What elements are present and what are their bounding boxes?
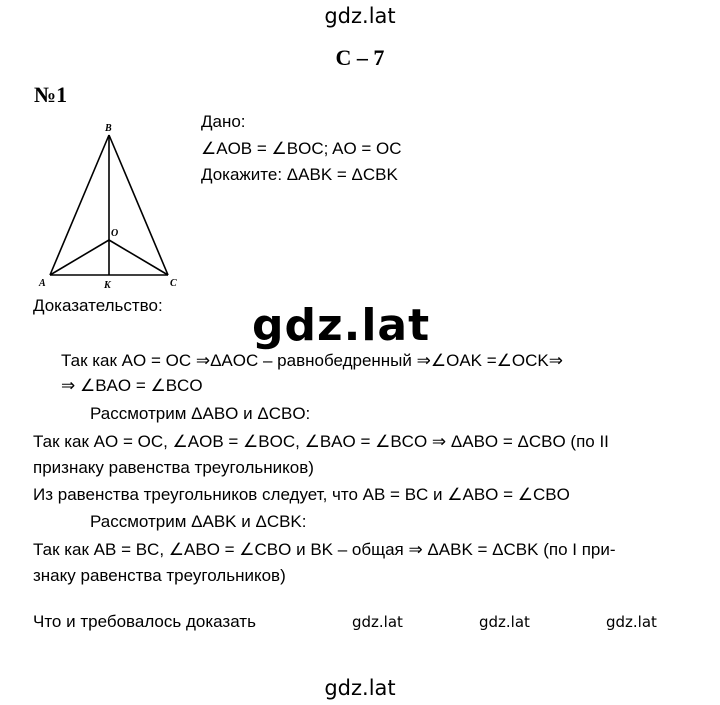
side-bc — [109, 135, 168, 275]
given-heading: Дано: — [201, 112, 246, 131]
watermark-bottom: gdz.lat — [324, 676, 396, 700]
label-k: K — [104, 280, 111, 290]
segment-co — [109, 240, 168, 275]
proof-heading: Доказательство: — [33, 296, 163, 315]
proof-line-8: Так как AB = BC, ∠ABO = ∠CBO и BK – общая ⇒ ΔABK = ΔCBK (по I при- — [33, 540, 616, 559]
proof-line-7: Рассмотрим ΔABK и ΔCBK: — [90, 512, 307, 531]
proof-line-1: Так как AO = OC ⇒ΔAOC – равнобедренный ⇒∠OAK =∠OCK⇒ — [61, 351, 563, 370]
watermark-center: gdz.lat — [252, 300, 431, 351]
proof-conclusion: Что и требовалось доказать — [33, 612, 256, 631]
watermark-row-3: gdz.lat — [606, 613, 657, 631]
label-a: A — [39, 278, 46, 289]
proof-line-2: ⇒ ∠BAO = ∠BCO — [61, 376, 203, 395]
side-ab — [50, 135, 109, 275]
triangle-figure — [28, 120, 188, 290]
proof-line-9: знаку равенства треугольников) — [33, 566, 286, 585]
given-line-1: ∠AOB = ∠BOC; AO = OC — [201, 139, 402, 158]
label-b: B — [105, 123, 112, 134]
label-o: O — [111, 228, 119, 239]
segment-ao — [50, 240, 109, 275]
watermark-row-2: gdz.lat — [479, 613, 530, 631]
label-c: C — [170, 278, 177, 289]
watermark-top: gdz.lat — [324, 4, 396, 28]
proof-line-6: Из равенства треугольников следует, что AB = BC и ∠ABO = ∠CBO — [33, 485, 570, 504]
watermark-row-1: gdz.lat — [352, 613, 403, 631]
proof-line-5: признаку равенства треугольников) — [33, 458, 314, 477]
given-line-2: Докажите: ΔABK = ΔCBK — [201, 165, 398, 184]
proof-line-4: Так как AO = OC, ∠AOB = ∠BOC, ∠BAO = ∠BCO ⇒ ΔABO = ΔCBO (по II — [33, 432, 609, 451]
problem-number: №1 — [34, 82, 68, 107]
section-title: С – 7 — [335, 45, 385, 70]
proof-line-3: Рассмотрим ΔABO и ΔCBO: — [90, 404, 311, 423]
